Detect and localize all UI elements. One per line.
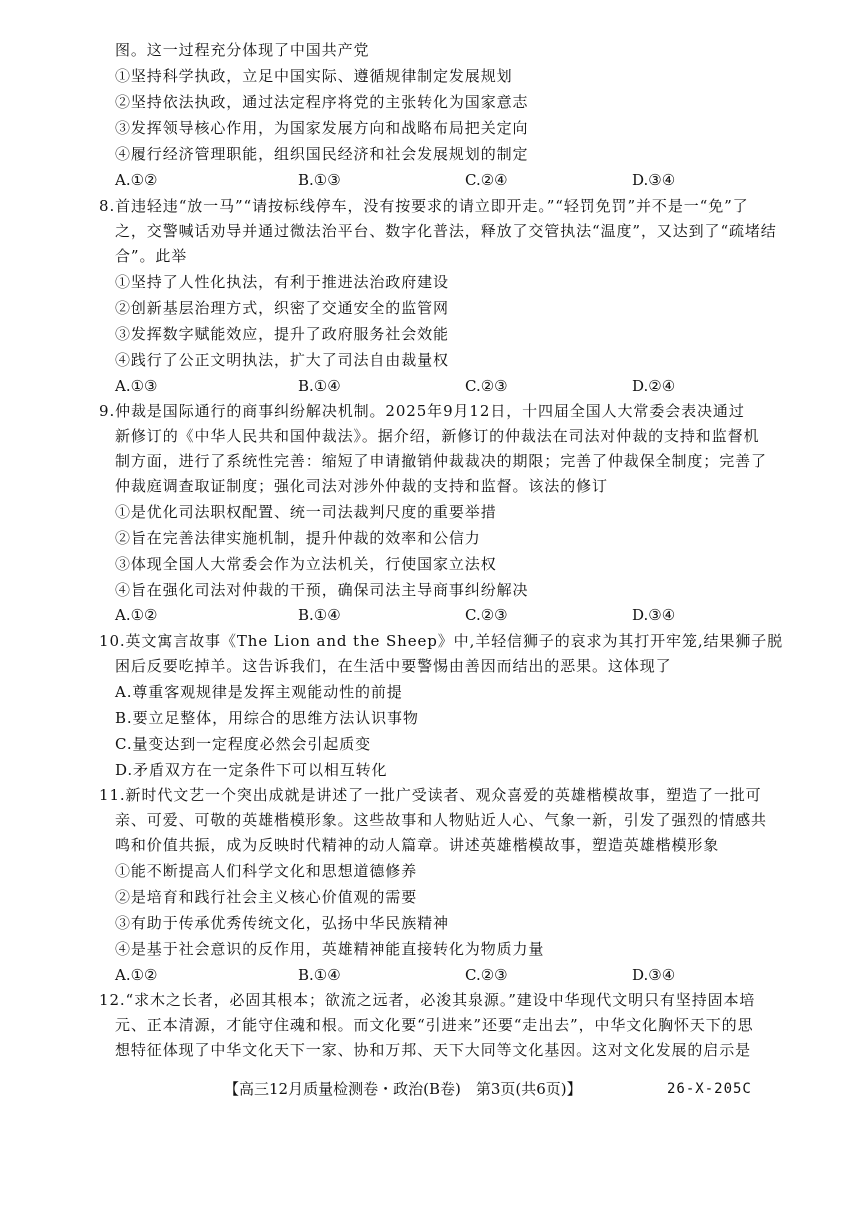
q11-item-4: ④是基于社会意识的反作用，英雄精神能直接转化为物质力量 [115, 940, 545, 958]
q10-choice-b: B.要立足整体，用综合的思维方法认识事物 [115, 709, 419, 727]
q9-item-3: ③体现全国人大常委会作为立法机关，行使国家立法权 [115, 555, 497, 573]
q11-stem-line-2: 亲、可爱、可敬的英雄楷模形象。这些故事和人物贴近人心、气象一新，引发了强烈的情感共 [115, 811, 767, 829]
q11-item-3: ③有助于传承优秀传统文化，弘扬中华民族精神 [115, 914, 449, 932]
q10-stem-line-2: 困后反要吃掉羊。这告诉我们，在生活中要警惕由善因而结出的恶果。这体现了 [115, 657, 672, 675]
q11-option-b: B.①④ [298, 966, 341, 984]
q9-option-d: D.③④ [632, 606, 676, 624]
q8-options [115, 376, 835, 396]
q8-item-2: ②创新基层治理方式，织密了交通安全的监管网 [115, 299, 449, 317]
q11-stem-line-3: 鸣和价值共振，成为反映时代精神的动人篇章。讲述英雄楷模故事，塑造英雄楷模形象 [115, 836, 720, 854]
q8-option-a: A.①③ [115, 377, 158, 395]
q10-choice-d: D.矛盾双方在一定条件下可以相互转化 [115, 761, 388, 779]
q7-item-4: ④履行经济管理职能，组织国民经济和社会发展规划的制定 [115, 145, 529, 163]
q9-item-1: ①是优化司法职权配置、统一司法裁判尺度的重要举措 [115, 503, 497, 521]
q10-stem-line-1: 10.英文寓言故事《The Lion and the Sheep》中,羊轻信狮子的哀求为其打开牢笼,结果狮子脱 [99, 632, 784, 650]
q7-option-b: B.①③ [298, 171, 341, 189]
q9-option-a: A.①② [115, 606, 158, 624]
q8-option-c: C.②③ [465, 377, 508, 395]
q8-item-4: ④践行了公正文明执法，扩大了司法自由裁量权 [115, 351, 449, 369]
q8-option-b: B.①④ [298, 377, 341, 395]
q11-options [115, 965, 835, 985]
q9-options [115, 605, 835, 625]
q11-option-d: D.③④ [632, 966, 676, 984]
q8-stem-line-2: 之，交警喊话劝导并通过微法治平台、数字化普法，释放了交管执法“温度”，又达到了“疏堵结 [115, 222, 777, 240]
paper-code: 26-X-205C [667, 1081, 752, 1097]
q11-item-1: ①能不断提高人们科学文化和思想道德修养 [115, 862, 418, 880]
q9-stem-line-2: 新修订的《中华人民共和国仲裁法》。据介绍，新修订的仲裁法在司法对仲裁的支持和监督机 [115, 427, 760, 445]
q7-option-d: D.③④ [632, 171, 676, 189]
q9-stem-line-1: 9.仲裁是国际通行的商事纠纷解决机制。2025年9月12日，十四届全国人大常委会表决通过 [99, 402, 745, 420]
page-footer: 【高三12月质量检测卷・政治(B卷) 第3页(共6页)】 [224, 1080, 582, 1098]
q12-stem-line-2: 元、正本清源，才能守住魂和根。而文化要“引进来”还要“走出去”，中华文化胸怀天下的思 [115, 1016, 754, 1034]
q10-choice-a: A.尊重客观规律是发挥主观能动性的前提 [115, 683, 403, 701]
q8-stem-line-1: 8.首违轻违“放一马”“请按标线停车，没有按要求的请立即开走。”“轻罚免罚”并不是一“免”了 [99, 197, 749, 215]
q9-option-c: C.②③ [465, 606, 508, 624]
q12-stem-line-1: 12.“求木之长者，必固其根本；欲流之远者，必浚其泉源。”建设中华现代文明只有坚持固本培 [99, 991, 756, 1009]
q8-stem-line-3: 合”。此举 [115, 247, 188, 265]
q8-item-1: ①坚持了人性化执法，有利于推进法治政府建设 [115, 273, 449, 291]
q7-option-a: A.①② [115, 171, 158, 189]
q8-option-d: D.②④ [632, 377, 676, 395]
q9-item-2: ②旨在完善法律实施机制，提升仲裁的效率和公信力 [115, 529, 481, 547]
q10-choice-c: C.量变达到一定程度必然会引起质变 [115, 735, 372, 753]
q9-stem-line-4: 仲裁庭调查取证制度；强化司法对涉外仲裁的支持和监督。该法的修订 [115, 477, 608, 495]
q7-item-2: ②坚持依法执政，通过法定程序将党的主张转化为国家意志 [115, 93, 529, 111]
q11-stem-line-1: 11.新时代文艺一个突出成就是讲述了一批广受读者、观众喜爱的英雄楷模故事，塑造了一批可 [99, 786, 762, 804]
q11-option-a: A.①② [115, 966, 158, 984]
q7-item-1: ①坚持科学执政，立足中国实际、遵循规律制定发展规划 [115, 67, 513, 85]
q8-item-3: ③发挥数字赋能效应，提升了政府服务社会效能 [115, 325, 449, 343]
q11-option-c: C.②③ [465, 966, 508, 984]
q11-item-2: ②是培育和践行社会主义核心价值观的需要 [115, 888, 418, 906]
q7-item-3: ③发挥领导核心作用，为国家发展方向和战略布局把关定向 [115, 119, 529, 137]
q12-stem-line-3: 想特征体现了中华文化天下一家、协和万邦、天下大同等文化基因。这对文化发展的启示是 [115, 1041, 752, 1059]
q7-stem-tail: 图。这一过程充分体现了中国共产党 [115, 41, 370, 59]
q9-option-b: B.①④ [298, 606, 341, 624]
q7-option-c: C.②④ [465, 171, 508, 189]
q7-options [115, 170, 835, 190]
q9-stem-line-3: 制方面，进行了系统性完善：缩短了申请撤销仲裁裁决的期限；完善了仲裁保全制度；完善了 [115, 452, 767, 470]
q9-item-4: ④旨在强化司法对仲裁的干预，确保司法主导商事纠纷解决 [115, 581, 529, 599]
